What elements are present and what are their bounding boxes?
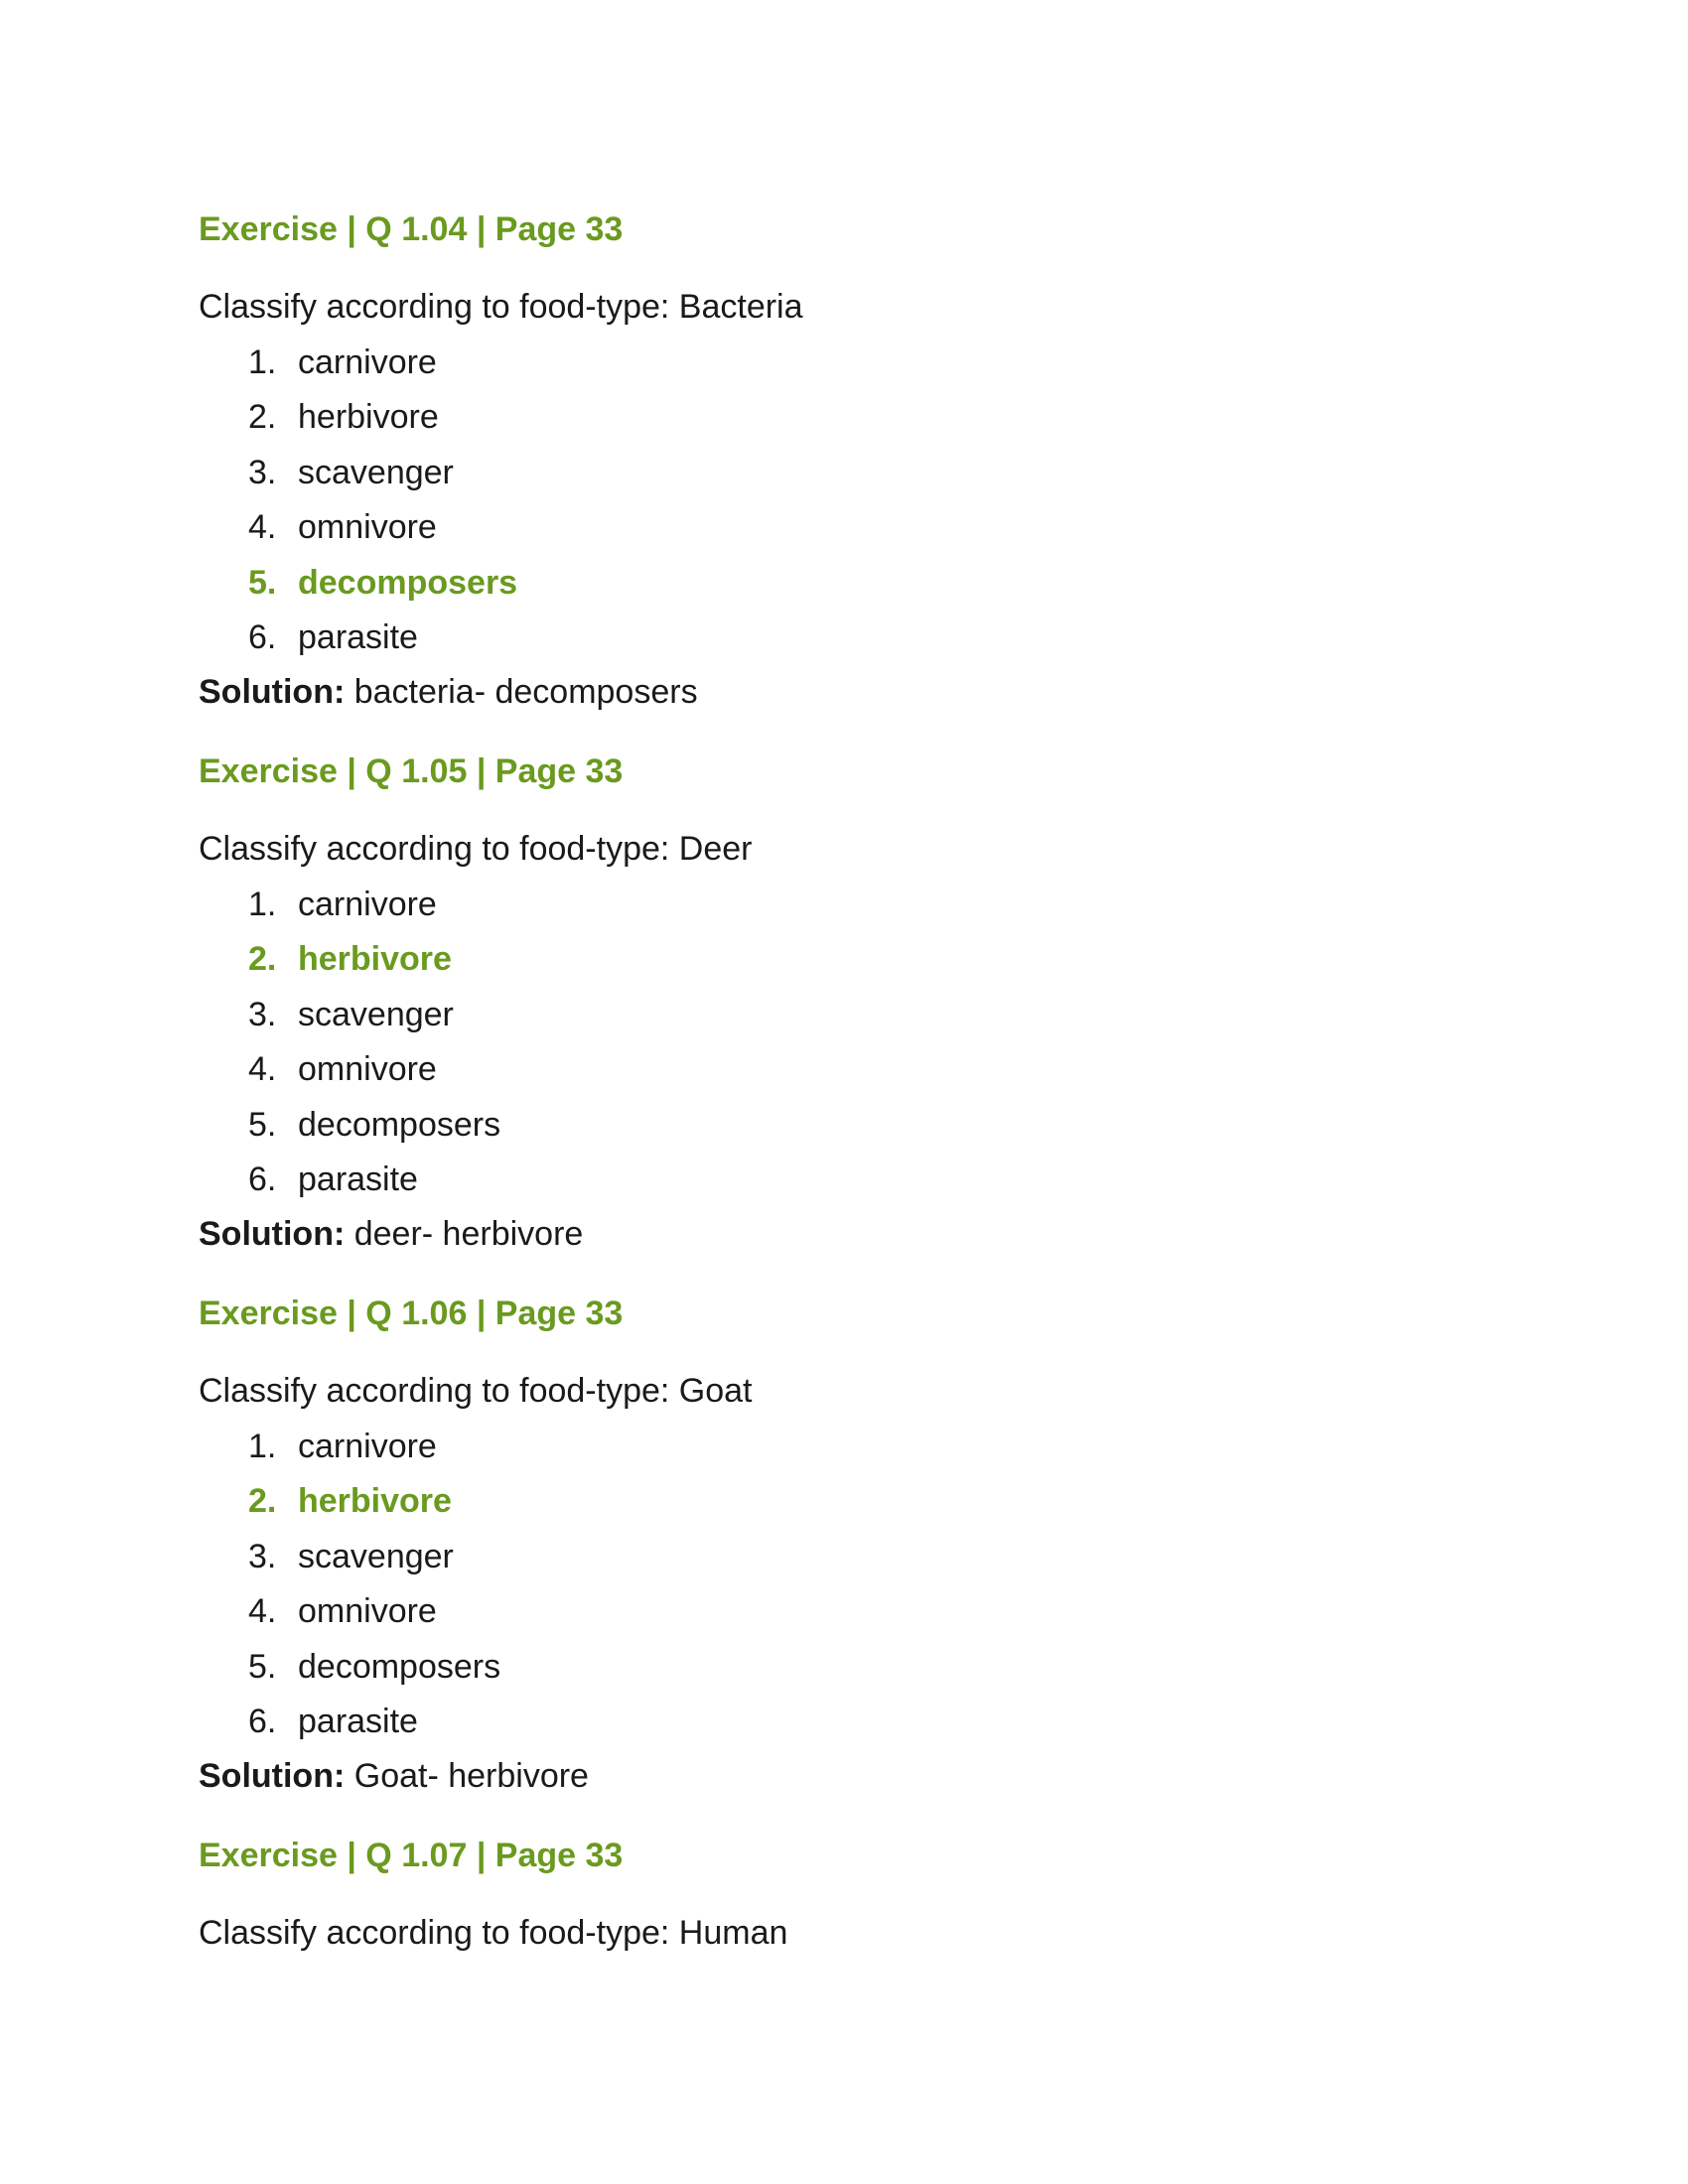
option-text: carnivore — [298, 1427, 437, 1465]
option-text: omnivore — [298, 1592, 437, 1630]
option-item — [199, 1521, 1589, 1576]
option-number: 2. — [248, 940, 277, 978]
option-number: 4. — [248, 1592, 277, 1630]
option-number: 5. — [248, 1647, 277, 1686]
option-text: scavenger — [298, 1537, 454, 1575]
option-item — [199, 492, 1589, 548]
option-number: 5. — [248, 1105, 277, 1144]
option-number: 1. — [248, 342, 277, 381]
option-number: 6. — [248, 1703, 277, 1740]
exercise-heading: Exercise | Q 1.05 | Page 33 — [199, 752, 624, 790]
solution-text: bacteria- decomposers — [345, 673, 698, 711]
solution-label: Solution: — [199, 673, 346, 711]
option-number: 2. — [248, 1482, 277, 1520]
option-text: parasite — [298, 618, 418, 656]
exercise-heading: Exercise | Q 1.07 | Page 33 — [199, 1837, 624, 1874]
solution-line — [199, 672, 1589, 712]
option-item-correct — [199, 1466, 1589, 1522]
exercise-heading: Exercise | Q 1.04 | Page 33 — [199, 210, 624, 248]
solution-line — [199, 1756, 1589, 1796]
option-text: carnivore — [298, 342, 437, 381]
exercise-block — [199, 1836, 1589, 1953]
option-number: 5. — [248, 563, 277, 602]
question-text: Classify according to food-type: Bacteria — [199, 288, 803, 326]
option-item-correct — [199, 547, 1589, 603]
option-text: decomposers — [298, 563, 518, 602]
option-text: parasite — [298, 1703, 418, 1740]
question-text: Classify according to food-type: Human — [199, 1914, 788, 1952]
option-number: 6. — [248, 1160, 277, 1198]
solution-label: Solution: — [199, 1757, 346, 1795]
question-text: Classify according to food-type: Deer — [199, 830, 753, 868]
exercise-block — [199, 751, 1589, 1254]
option-text: omnivore — [298, 1050, 437, 1088]
option-text: herbivore — [298, 1482, 452, 1520]
exercise-block — [199, 209, 1589, 712]
option-number: 1. — [248, 1427, 277, 1465]
option-text: omnivore — [298, 508, 437, 546]
option-list — [199, 869, 1589, 1199]
option-item — [199, 1687, 1589, 1742]
option-item — [199, 603, 1589, 658]
option-text: herbivore — [298, 940, 452, 978]
option-number: 1. — [248, 885, 277, 923]
option-number: 3. — [248, 995, 277, 1033]
option-item — [199, 1145, 1589, 1200]
option-number: 6. — [248, 618, 277, 656]
solution-label: Solution: — [199, 1215, 346, 1253]
option-item — [199, 979, 1589, 1034]
option-text: scavenger — [298, 995, 454, 1033]
option-item — [199, 437, 1589, 492]
option-item — [199, 327, 1589, 382]
option-item — [199, 1631, 1589, 1687]
option-number: 3. — [248, 453, 277, 491]
option-item-correct — [199, 924, 1589, 980]
option-list — [199, 327, 1589, 657]
option-item — [199, 1576, 1589, 1632]
option-text: parasite — [298, 1160, 418, 1198]
option-item — [199, 869, 1589, 924]
option-text: decomposers — [298, 1105, 501, 1144]
option-text: decomposers — [298, 1647, 501, 1686]
option-number: 4. — [248, 1050, 277, 1088]
option-item — [199, 1089, 1589, 1145]
option-number: 4. — [248, 508, 277, 546]
option-list — [199, 1411, 1589, 1741]
option-number: 2. — [248, 398, 277, 436]
exercise-heading: Exercise | Q 1.06 | Page 33 — [199, 1295, 624, 1332]
solution-text: deer- herbivore — [345, 1215, 584, 1253]
option-number: 3. — [248, 1537, 277, 1575]
exercise-block — [199, 1294, 1589, 1796]
question-text: Classify according to food-type: Goat — [199, 1372, 753, 1410]
option-text: carnivore — [298, 885, 437, 923]
option-item — [199, 382, 1589, 438]
solution-line — [199, 1214, 1589, 1254]
option-item — [199, 1034, 1589, 1090]
option-item — [199, 1411, 1589, 1466]
option-text: herbivore — [298, 398, 439, 436]
option-text: scavenger — [298, 453, 454, 491]
solution-text: Goat- herbivore — [345, 1757, 589, 1795]
